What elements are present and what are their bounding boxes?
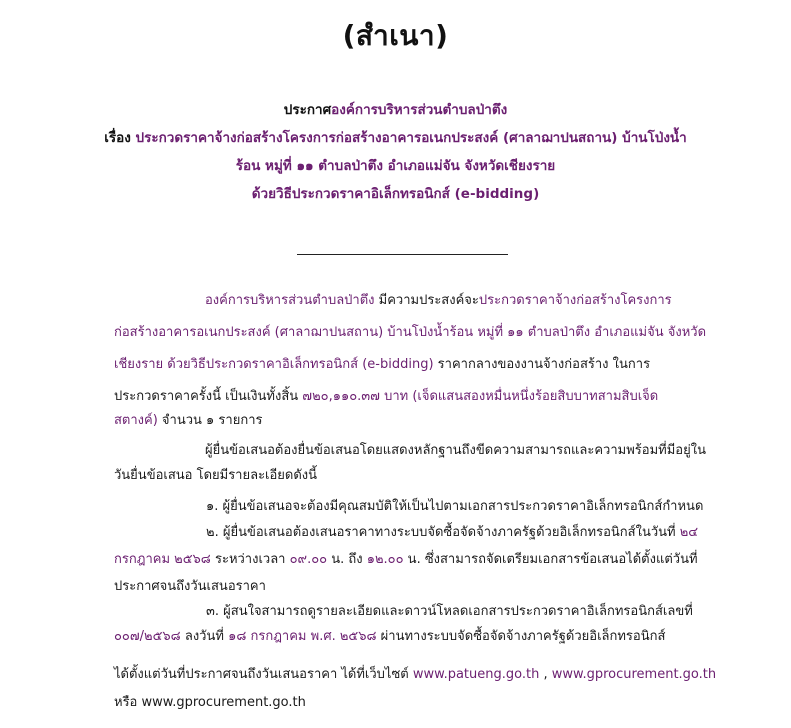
paragraph-1-line-2: ก่อสร้างอาคารอเนกประสงค์ (ศาลาฌาปนสถาน) บ้านโป่งน้ำร้อน หมู่ที่ ๑๑ ตำบลป่าตึง อำเภอแม่จัน จังหวัด [114, 325, 707, 340]
subject-text: ประกวดราคาจ้างก่อสร้างโครงการก่อสร้างอาคารอเนกประสงค์ (ศาลาฌาปนสถาน) บ้านโป่งน้ำ [135, 130, 687, 146]
requirement-item-3-line-3 [114, 665, 716, 685]
website-separator: , [539, 667, 552, 682]
bid-date-month: กรกฎาคม ๒๕๖๘ [114, 552, 211, 567]
time-to-label: น. ถึง [327, 552, 367, 567]
organization-name: องค์การบริหารส่วนตำบลป่าตึง [205, 293, 375, 308]
time-end: ๑๒.๐๐ [366, 552, 404, 567]
requirement-item-3-line-4: หรือ www.gprocurement.go.th [114, 695, 306, 710]
paragraph-1-line-3 [114, 355, 650, 375]
title-divider [297, 254, 508, 255]
intent-text: มีความประสงค์จะ [374, 293, 479, 308]
website-link-gprocurement[interactable]: www.gprocurement.go.th [551, 667, 717, 682]
bid-date-day: ๒๔ [679, 525, 699, 540]
median-price-text: ราคากลางของงานจ้างก่อสร้าง ในการ [433, 357, 651, 372]
requirement-item-2-line-3: ประกาศจนถึงวันเสนอราคา [114, 579, 266, 594]
paragraph-1-line-1 [205, 291, 672, 311]
requirement-item-2-line-2 [114, 550, 698, 570]
project-text-end: เชียงราย ด้วยวิธีประกวดราคาอิเล็กทรอนิกส์ (e-bidding) [114, 357, 434, 372]
announcement-title-line-4: ด้วยวิธีประกวดราคาอิเล็กทรอนิกส์ (e-bidding) [251, 186, 540, 202]
dated-label: ลงวันที่ [180, 629, 229, 644]
subject-label: เรื่อง [104, 130, 136, 146]
website-link-patueng[interactable]: www.patueng.go.th [412, 667, 540, 682]
title-prefix: ประกาศ [283, 102, 332, 118]
preparation-text: น. ซึ่งสามารถจัดเตรียมเอกสารข้อเสนอได้ตั้งแต่วันที่ [403, 552, 698, 567]
requirement-item-3-line-1: ๓. ผู้สนใจสามารถดูรายละเอียดและดาวน์โหลดเอกสารประกวดราคาอิเล็กทรอนิกส์เลขที่ [206, 604, 693, 619]
requirement-item-1: ๑. ผู้ยื่นข้อเสนอจะต้องมีคุณสมบัติให้เป็นไปตามเอกสารประกวดราคาอิเล็กทรอนิกส์กำหนด [206, 499, 704, 514]
item-count-text: จำนวน ๑ รายการ [157, 413, 263, 428]
total-amount-label: ประกวดราคาครั้งนี้ เป็นเงินทั้งสิ้น [114, 389, 303, 404]
website-label: ได้ตั้งแต่วันที่ประกาศจนถึงวันเสนอราคา ได้ที่เว็บไซต์ [114, 667, 413, 682]
announcement-title-line-2 [60, 124, 731, 152]
requirement-item-3-line-2 [114, 627, 665, 647]
via-system-text: ผ่านทางระบบจัดซื้อจัดจ้างภาครัฐด้วยอิเล็กทรอนิกส์ [376, 629, 666, 644]
total-amount-value: ๗๒๐,๑๑๐.๓๗ บาท (เจ็ดแสนสองหมื่นหนึ่งร้อยสิบบาทสามสิบเจ็ด [302, 389, 659, 404]
requirement-item-2-line-1 [206, 523, 698, 543]
time-start: ๐๙.๐๐ [289, 552, 328, 567]
announcement-title-line-3: ร้อน หมู่ที่ ๑๑ ตำบลป่าตึง อำเภอแม่จัน จังหวัดเชียงราย [235, 158, 556, 174]
total-amount-unit: สตางค์) [114, 413, 158, 428]
project-text-start: ประกวดราคาจ้างก่อสร้างโครงการ [478, 293, 672, 308]
paragraph-2-line-2: วันยื่นข้อเสนอ โดยมีรายละเอียดดังนี้ [114, 468, 318, 483]
document-number: ๐๐๗/๒๕๖๘ [114, 629, 181, 644]
paragraph-2-line-1: ผู้ยื่นข้อเสนอต้องยื่นข้อเสนอโดยแสดงหลักฐานถึงขีดความสามารถและความพร้อมที่มีอยู่ใน [205, 443, 706, 458]
paragraph-1-line-4 [114, 387, 658, 407]
title-organization: องค์การบริหารส่วนตำบลป่าตึง [331, 102, 508, 118]
paragraph-1-line-5 [114, 411, 263, 431]
bid-submission-text: ๒. ผู้ยื่นข้อเสนอต้องเสนอราคาทางระบบจัดซื้อจัดจ้างภาครัฐด้วยอิเล็กทรอนิกส์ในวันที่ [206, 525, 680, 540]
document-date: ๑๘ กรกฎาคม พ.ศ. ๒๕๖๘ [228, 629, 377, 644]
copy-stamp-heading: (สำเนา) [342, 19, 449, 52]
time-range-label: ระหว่างเวลา [210, 552, 290, 567]
announcement-title-line-1 [60, 96, 731, 124]
